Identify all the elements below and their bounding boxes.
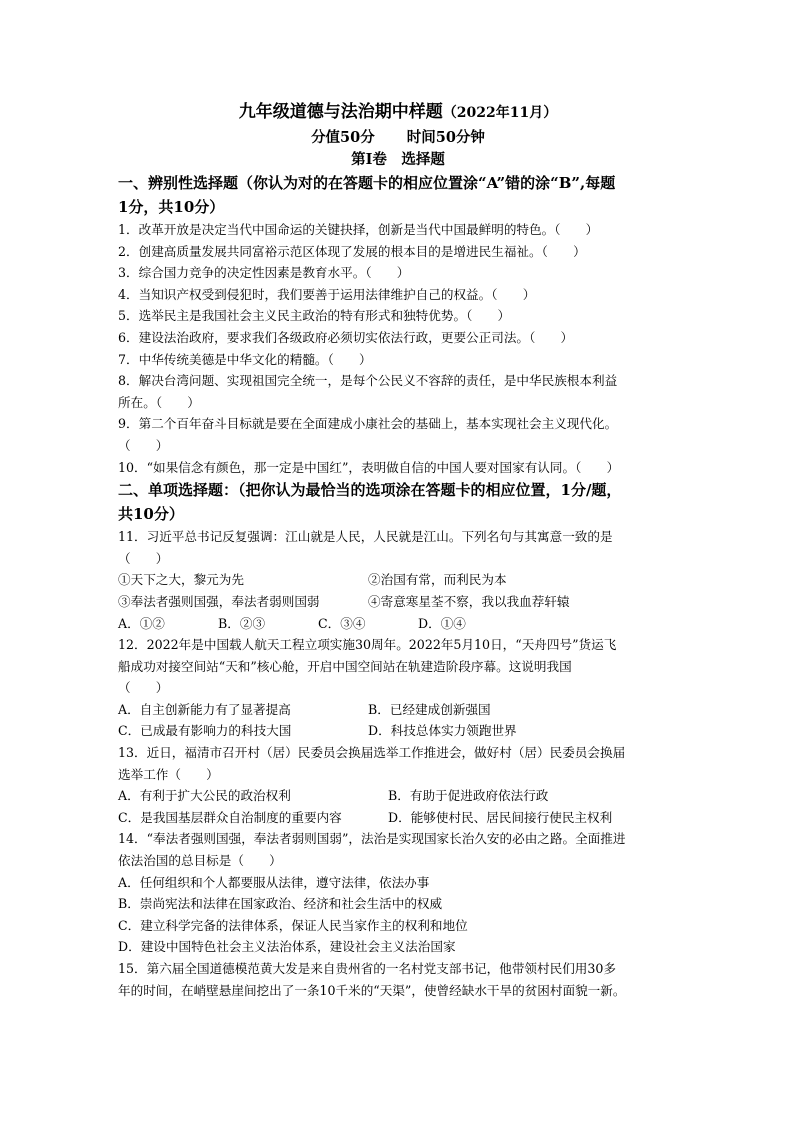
question-11-statements-row2 [118,591,678,613]
question-13-options-row2 [118,807,678,829]
section1-heading-line1: 一、辨别性选择题（你认为对的在答题卡的相应位置涂“A”错的涂“B”,每题 [118,174,616,192]
option-d: D．①④ [418,615,466,631]
title-text: 九年级道德与法治期中样题 [238,102,443,122]
question-4: 4．当知识产权受到侵犯时，我们要善于运用法律维护自己的权益。（ ） [118,286,536,302]
question-12-line3: （ ） [118,680,169,696]
exam-page [118,100,678,1001]
question-11-options [118,613,678,635]
question-9-line2: （ ） [118,437,169,453]
score-label: 分值50分 [311,129,375,146]
question-14-option-b: B．崇尚宪法和法律在国家政治、经济和社会生活中的权威 [118,896,443,912]
question-9-line1: 9．第二个百年奋斗目标就是要在全面建成小康社会的基础上，基本实现社会主义现代化。 [118,416,618,432]
question-14-line1: 14．“奉法者强则国强，奉法者弱则国弱”，法治是实现国家长治久安的必由之路。全面推进 [118,831,626,847]
statement-4: ④寄意寒星荃不察，我以我血荐轩辕 [368,593,570,609]
question-14-option-c: C．建立科学完备的法律体系，保证人民当家作主的权利和地位 [118,917,468,933]
question-14-option-a: A．任何组织和个人都要服从法律，遵守法律，依法办事 [118,874,430,890]
question-11-statements-row1 [118,569,678,591]
section1-heading-line2: 1分，共10分） [118,198,225,216]
question-13-options-row1 [118,785,678,807]
option-d: D．能够使村民、居民间接行使民主权利 [388,809,613,825]
question-5: 5．选举民主是我国社会主义民主政治的特有形式和独特优势。（ ） [118,308,511,324]
section2-heading-line1: 二、单项选择题：（把你认为最恰当的选项涂在答题卡的相应位置，1分/题， [118,481,622,500]
statement-3: ③奉法者强则国强，奉法者弱则国弱 [118,593,320,609]
question-7: 7．中华传统美德是中华文化的精髓。（ ） [118,351,372,367]
exam-title [118,100,678,125]
question-11-line1: 11．习近平总书记反复强调：江山就是人民，人民就是江山。下列名句与其寓意一致的是 [118,529,613,545]
option-c: C．是我国基层群众自治制度的重要内容 [118,809,342,825]
question-2: 2．创建高质量发展共同富裕示范区体现了发展的根本目的是增进民生福祉。（ ） [118,243,586,259]
option-c: C．已成最有影响力的科技大国 [118,723,292,739]
question-6: 6．建设法治政府，要求我们各级政府必须切实依法行政，更要公正司法。（ ） [118,329,574,345]
option-b: B．有助于促进政府依法行政 [388,788,549,804]
option-b: B．已经建成创新强国 [368,701,491,717]
question-12-line2: 船成功对接空间站“天和”核心舱，开启中国空间站在轨建造阶段序幕。这说明我国 [118,658,572,674]
volume-heading: 第Ⅰ卷 选择题 [351,151,445,168]
option-d: D．科技总体实力领跑世界 [368,723,517,739]
time-label: 时间50分钟 [406,129,485,146]
option-b: B．②③ [218,615,266,631]
question-14-option-d: D．建设中国特色社会主义法治体系，建设社会主义法治国家 [118,939,456,955]
question-15-line1: 15．第六届全国道德模范黄大发是来自贵州省的一名村党支部书记，他带领村民们用30多 [118,961,617,976]
question-10: 10．“如果信念有颜色，那一定是中国红”，表明做自信的中国人要对国家有认同。（ ） [118,459,620,475]
section2-heading-line2: 共10分） [118,505,184,524]
question-15-line2: 年的时间，在峭壁悬崖间挖出了一条10千米的“天渠”，使曾经缺水干旱的贫困村面貌一新。 [118,982,626,998]
question-11-line2: （ ） [118,550,169,566]
question-8-line2: 所在。（ ） [118,394,200,410]
question-1: 1．改革开放是决定当代中国命运的关键抉择，创新是当代中国最鲜明的特色。（ ） [118,222,599,237]
title-date: （2022年11月） [442,105,558,121]
question-12-options-row2 [118,720,678,742]
option-a: A．①② [118,615,165,631]
question-12-options-row1 [118,699,678,721]
option-a: A．自主创新能力有了显著提高 [118,701,291,717]
option-c: C．③④ [318,615,366,631]
question-13-line1: 13．近日，福清市召开村（居）民委员会换届选举工作推进会，做好村（居）民委员会换届 [118,745,626,761]
question-12-line1: 12．2022年是中国载人航天工程立项实施30周年。2022年5月10日，“天舟四号”货运飞 [118,637,617,653]
score-time-line [118,127,678,149]
option-a: A．有利于扩大公民的政治权利 [118,788,291,804]
statement-2: ②治国有常，而利民为本 [368,572,507,588]
question-3: 3．综合国力竞争的决定性因素是教育水平。（ ） [118,265,410,281]
question-8-line1: 8．解决台湾问题、实现祖国完全统一，是每个公民义不容辞的责任，是中华民族根本利益 [118,373,618,389]
question-14-line2: 依法治国的总目标是（ ） [118,853,282,869]
statement-1: ①天下之大，黎元为先 [118,572,244,588]
question-13-line2: 选举工作（ ） [118,766,219,782]
